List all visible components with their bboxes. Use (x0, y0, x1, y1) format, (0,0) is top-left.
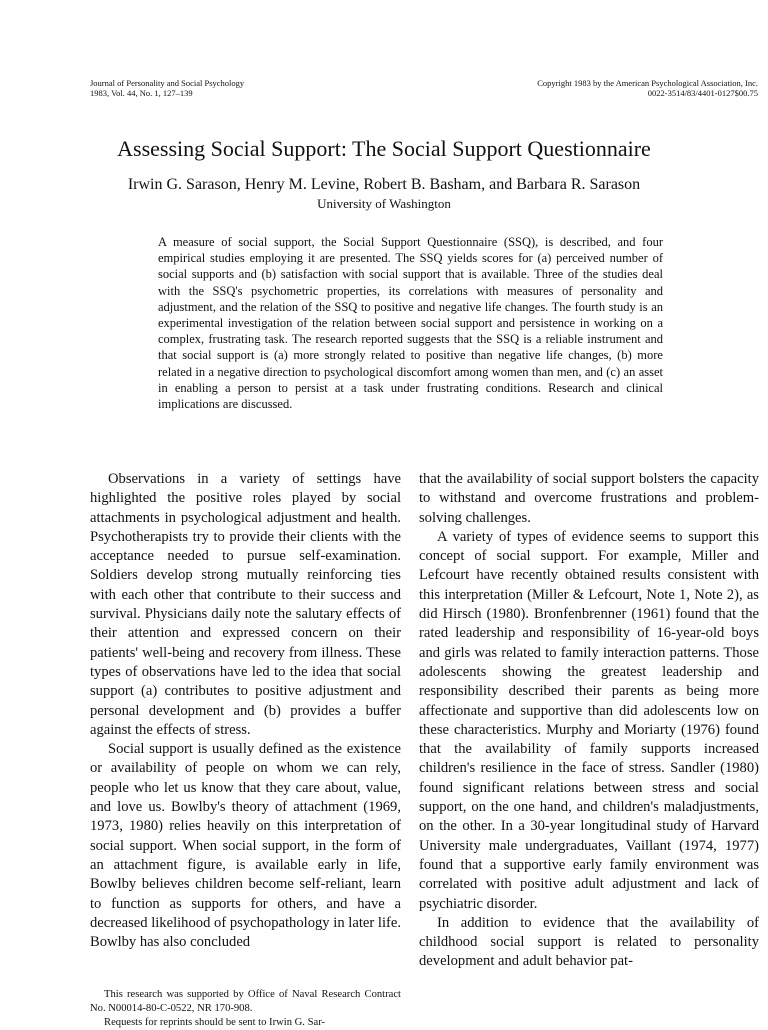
funding-footnote: This research was supported by Office of Naval Research Contract No. N00014-80-C-0522, NR 170-908. (90, 989, 401, 1014)
author-affiliation: University of Washington (317, 196, 451, 211)
body-column-right (419, 470, 759, 972)
copyright-header (537, 78, 758, 98)
journal-citation: 1983, Vol. 44, No. 1, 127–139 (90, 88, 193, 98)
copyright-line: Copyright 1983 by the American Psychological Association, Inc. (537, 78, 758, 88)
body-paragraph: In addition to evidence that the availability of childhood social support is related to personality development and adult behavior pat- (419, 914, 759, 970)
article-authors: Irwin G. Sarason, Henry M. Levine, Robert B. Basham, and Barbara R. Sarason (127, 176, 641, 193)
journal-name: Journal of Personality and Social Psychology (90, 78, 245, 88)
body-paragraph: that the availability of social support bolsters the capacity to withstand and overcome frustrations and problem-solving challenges. (419, 471, 759, 526)
article-title: Assessing Social Support: The Social Support Questionnaire (117, 136, 651, 161)
body-paragraph: Social support is usually defined as the existence or availability of people on whom we can rely, people who let us know that they care about, value, and love us. Bowlby's theory of attachment (1969, 1973, 1980) relies heavily on this interpretation of social support. When social support, in the form of an attachment figure, is available early in life, Bowlby believes children become self-reliant, learn to function as supports for others, and have a decreased likelihood of psychopathology in later life. Bowlby has also concluded (90, 741, 401, 951)
abstract: A measure of social support, the Social Support Questionnaire (SSQ), is described, and four empirical studies employing it are presented. The SSQ yields scores for (a) perceived number of social supports and (b) satisfaction with social support that is available. Three of the studies deal with the SSQ's psychometric properties, its correlations with measures of personality and adjustment, and the relation of the SSQ to positive and negative life changes. The fourth study is an experimental investigation of the relation between social support and persistence in working on a complex, frustrating task. The research reported suggests that the SSQ is a reliable instrument and that social support is (a) more strongly related to positive than negative life changes, (b) more related in a negative direction to psychological discomfort among women than men, and (c) an asset in enabling a person to persist at a task under frustrating conditions. Research and clinical implications are discussed. (158, 235, 663, 412)
body-paragraph: Observations in a variety of settings have highlighted the positive roles played by social attachments in psychological adjustment and health. Psychotherapists try to provide their clients with the acceptance needed to pursue self-examination. Soldiers develop strong mutually reinforcing ties with each other that contribute to their success and survival. Physicians daily note the salutary effects of their attention and expressed concern on their patients' well-being and recovery from illness. These types of observations have led to the idea that social support (a) contributes to positive adjustment and personal development and (b) provides a buffer against the effects of stress. (90, 471, 401, 738)
body-paragraph: A variety of types of evidence seems to support this concept of social support. For example, Miller and Lefcourt have recently obtained results consistent with this interpretation (Miller & Lefcourt, Note 1, Note 2), as did Hirsch (1980). Bronfenbrenner (1961) found that the rated leadership and responsibility of 16-year-old boys and girls was related to family interaction patterns. Those adolescents showing the greatest leadership and responsibility described their parents as being more affectionate and supportive than did adolescents low on these characteristics. Murphy and Moriarty (1976) found that the availability of family supports increased children's resilience in the face of stress. Sandler (1980) found significant relations between stress and social support, on the one hand, and children's maladjustments, on the other. In a 30-year longitudinal study of Harvard University male undergraduates, Vaillant (1974, 1977) found that a supportive early family environment was correlated with positive adult adjustment and lack of psychiatric disorder. (419, 528, 759, 912)
journal-header (90, 78, 244, 98)
article-code: 0022-3514/83/4401-0127$00.75 (647, 88, 758, 98)
body-column-left (90, 470, 401, 952)
reprint-footnote: Requests for reprints should be sent to Irwin G. Sar- (104, 1017, 326, 1028)
